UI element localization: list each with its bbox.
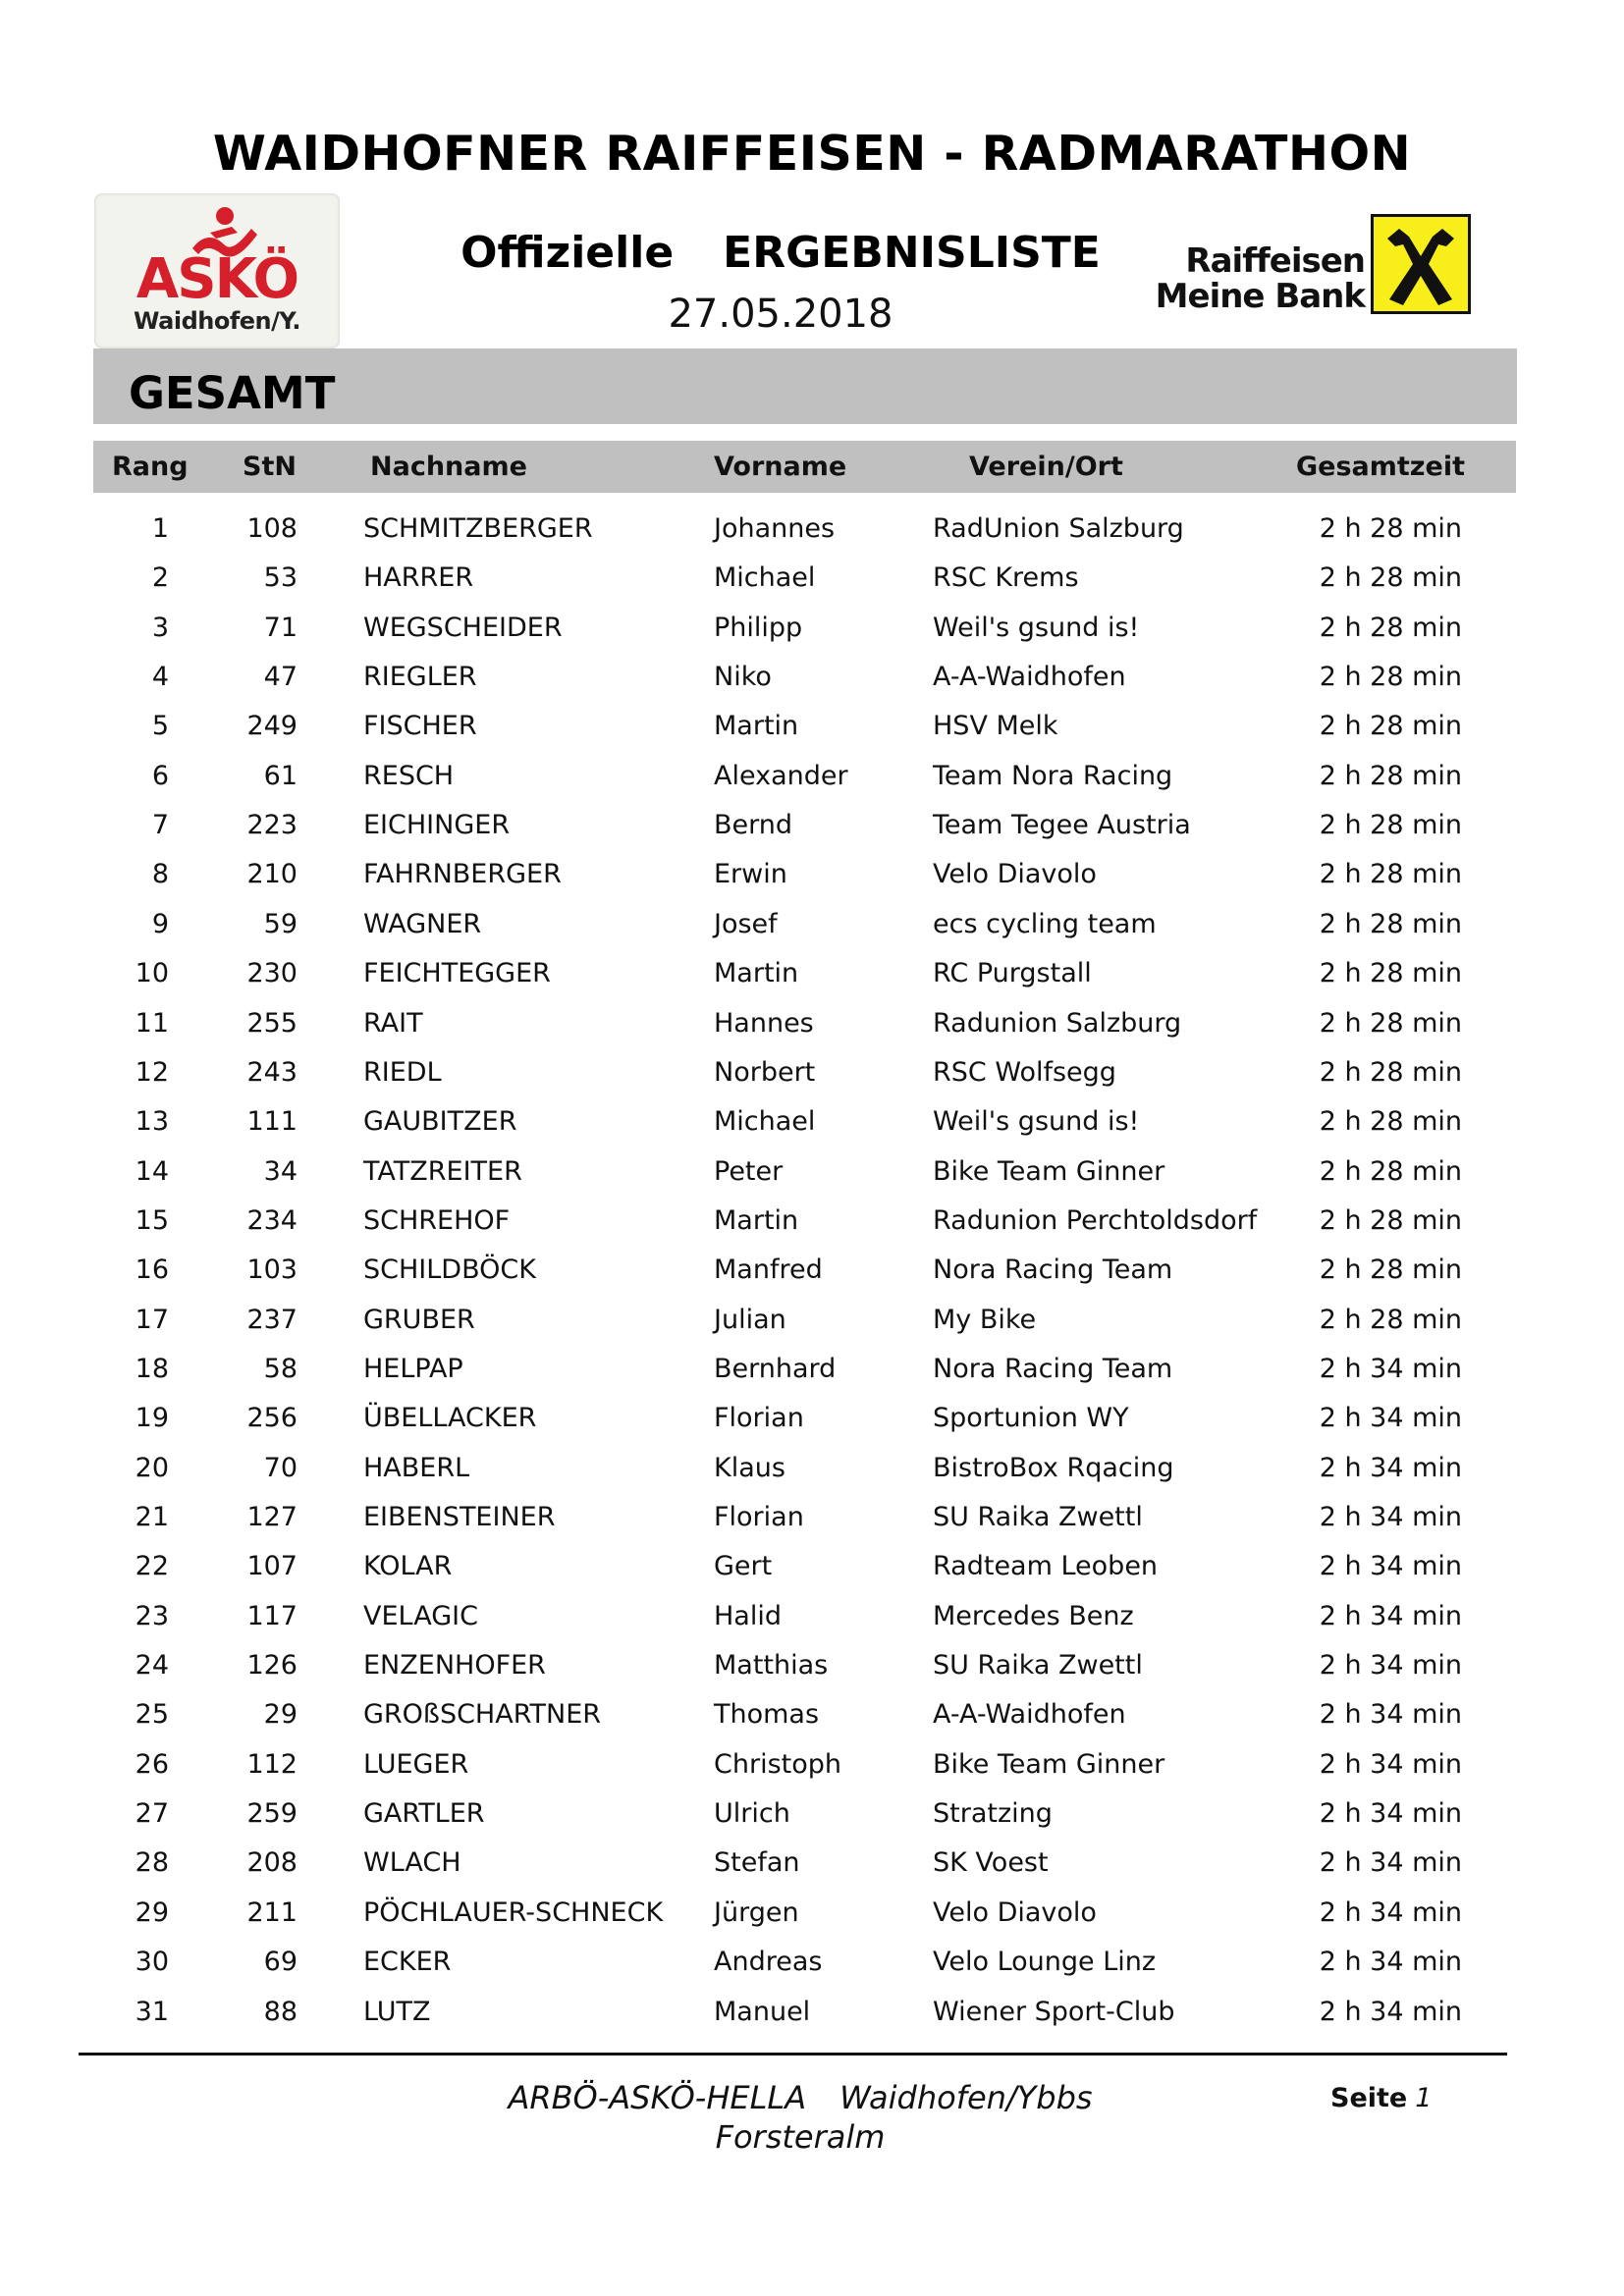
cell-vorname: Klaus — [714, 1452, 785, 1483]
table-row — [0, 1846, 1624, 1896]
cell-vorname: Gert — [714, 1551, 773, 1582]
cell-gesamtzeit: 2 h 34 min — [1319, 1502, 1462, 1532]
cell-stn: 249 — [246, 711, 298, 742]
cell-nachname: KOLAR — [363, 1551, 453, 1582]
column-header-rang: Rang — [112, 452, 189, 482]
page-label: Seite — [1330, 2083, 1408, 2113]
cell-stn: 53 — [263, 562, 298, 594]
cell-vorname: Halid — [714, 1600, 782, 1631]
cell-vorname: Josef — [714, 908, 778, 939]
cell-rang: 29 — [135, 1896, 169, 1928]
table-row — [0, 1550, 1624, 1599]
cell-vorname: Thomas — [714, 1699, 820, 1731]
cell-verein: Radteam Leoben — [933, 1551, 1159, 1582]
table-row — [0, 760, 1624, 809]
table-row — [0, 1007, 1624, 1056]
cell-verein: ecs cycling team — [933, 908, 1157, 939]
cell-vorname: Florian — [714, 1502, 804, 1532]
table-row — [0, 561, 1624, 611]
cell-vorname: Christoph — [714, 1748, 841, 1780]
cell-stn: 126 — [246, 1650, 298, 1682]
cell-stn: 88 — [263, 1996, 298, 2027]
cell-verein: HSV Melk — [933, 711, 1058, 742]
cell-nachname: TATZREITER — [363, 1155, 522, 1187]
page-number-value: 1 — [1415, 2083, 1433, 2113]
cell-vorname: Martin — [714, 711, 799, 742]
cell-stn: 237 — [246, 1304, 298, 1335]
cell-vorname: Erwin — [714, 859, 787, 890]
cell-vorname: Philipp — [714, 612, 803, 643]
cell-stn: 210 — [246, 859, 298, 890]
cell-rang: 12 — [135, 1056, 169, 1088]
cell-stn: 211 — [246, 1896, 298, 1928]
cell-rang: 27 — [135, 1798, 169, 1830]
table-row — [0, 1105, 1624, 1154]
cell-rang: 3 — [151, 612, 169, 643]
cell-verein: Stratzing — [933, 1798, 1053, 1830]
cell-gesamtzeit: 2 h 34 min — [1319, 1452, 1462, 1483]
cell-rang: 2 — [151, 562, 169, 594]
cell-verein: RadUnion Salzburg — [933, 513, 1184, 544]
cell-rang: 7 — [151, 810, 169, 841]
asko-logo-name: ASKÖ — [135, 247, 298, 311]
cell-verein: SU Raika Zwettl — [933, 1650, 1143, 1682]
cell-verein: Radunion Salzburg — [933, 1007, 1182, 1039]
cell-gesamtzeit: 2 h 28 min — [1319, 810, 1462, 841]
footer-divider — [79, 2053, 1507, 2056]
cell-vorname: Johannes — [714, 513, 836, 544]
cell-vorname: Julian — [714, 1304, 786, 1335]
cell-rang: 8 — [151, 859, 169, 890]
cell-nachname: RIEDL — [363, 1056, 442, 1088]
cell-stn: 107 — [246, 1551, 298, 1582]
table-row — [0, 1254, 1624, 1303]
cell-gesamtzeit: 2 h 28 min — [1319, 562, 1462, 594]
raiffeisen-logo-line1: Raiffeisen — [1185, 241, 1365, 281]
cell-stn: 230 — [246, 958, 298, 989]
cell-rang: 5 — [151, 711, 169, 742]
table-row — [0, 612, 1624, 661]
page-number — [1330, 2083, 1432, 2113]
cell-gesamtzeit: 2 h 28 min — [1319, 1056, 1462, 1088]
cell-nachname: FEICHTEGGER — [363, 958, 551, 989]
cell-vorname: Bernd — [714, 810, 793, 841]
cell-verein: SK Voest — [933, 1847, 1049, 1879]
cell-stn: 223 — [246, 810, 298, 841]
cell-nachname: HELPAP — [363, 1353, 463, 1384]
cell-verein: Bike Team Ginner — [933, 1155, 1165, 1187]
column-header-gesamtzeit: Gesamtzeit — [1296, 452, 1465, 482]
table-row — [0, 1698, 1624, 1747]
cell-rang: 19 — [135, 1403, 169, 1434]
cell-stn: 58 — [263, 1353, 298, 1384]
cell-nachname: ECKER — [363, 1947, 452, 1978]
cell-gesamtzeit: 2 h 34 min — [1319, 1847, 1462, 1879]
footer-venue: Forsteralm — [715, 2118, 886, 2156]
cell-rang: 1 — [151, 513, 169, 544]
cell-verein: Bike Team Ginner — [933, 1748, 1165, 1780]
cell-gesamtzeit: 2 h 28 min — [1319, 908, 1462, 939]
cell-stn: 117 — [246, 1600, 298, 1631]
cell-gesamtzeit: 2 h 28 min — [1319, 760, 1462, 791]
column-header-vorname: Vorname — [714, 452, 847, 482]
cell-vorname: Hannes — [714, 1007, 814, 1039]
cell-stn: 108 — [246, 513, 298, 544]
cell-stn: 111 — [246, 1106, 298, 1138]
cell-vorname: Michael — [714, 1106, 816, 1138]
table-row — [0, 1600, 1624, 1649]
cell-nachname: WAGNER — [363, 908, 482, 939]
cell-verein: Velo Diavolo — [933, 859, 1097, 890]
cell-vorname: Stefan — [714, 1847, 800, 1879]
cell-verein: My Bike — [933, 1304, 1037, 1335]
cell-verein: Mercedes Benz — [933, 1600, 1134, 1631]
cell-verein: Velo Diavolo — [933, 1896, 1097, 1928]
cell-nachname: FISCHER — [363, 711, 477, 742]
table-row — [0, 512, 1624, 561]
cell-stn: 71 — [263, 612, 298, 643]
cell-stn: 69 — [263, 1947, 298, 1978]
cell-nachname: FAHRNBERGER — [363, 859, 562, 890]
cell-vorname: Manuel — [714, 1996, 811, 2027]
cell-vorname: Michael — [714, 562, 816, 594]
cell-nachname: LUTZ — [363, 1996, 431, 2027]
subtitle-official: Offizielle — [460, 228, 675, 278]
table-row — [0, 1204, 1624, 1254]
cell-rang: 4 — [151, 662, 169, 693]
cell-verein: RC Purgstall — [933, 958, 1092, 989]
cell-vorname: Bernhard — [714, 1353, 837, 1384]
cell-vorname: Florian — [714, 1403, 804, 1434]
cell-vorname: Peter — [714, 1155, 784, 1187]
table-row — [0, 1797, 1624, 1846]
cell-gesamtzeit: 2 h 28 min — [1319, 1204, 1462, 1236]
cell-nachname: ENZENHOFER — [363, 1650, 546, 1682]
cell-nachname: WEGSCHEIDER — [363, 612, 563, 643]
cell-nachname: GARTLER — [363, 1798, 485, 1830]
cell-stn: 255 — [246, 1007, 298, 1039]
cell-verein: SU Raika Zwettl — [933, 1502, 1143, 1532]
cell-rang: 30 — [135, 1947, 169, 1978]
cell-gesamtzeit: 2 h 28 min — [1319, 612, 1462, 643]
cell-verein: Nora Racing Team — [933, 1255, 1173, 1286]
cell-verein: A-A-Waidhofen — [933, 1699, 1126, 1731]
cell-rang: 28 — [135, 1847, 169, 1879]
cell-vorname: Niko — [714, 662, 772, 693]
cell-nachname: PÖCHLAUER-SCHNECK — [363, 1896, 664, 1928]
cell-verein: Weil's gsund is! — [933, 612, 1140, 643]
cell-vorname: Martin — [714, 958, 799, 989]
cell-gesamtzeit: 2 h 28 min — [1319, 1106, 1462, 1138]
cell-rang: 11 — [135, 1007, 169, 1039]
table-row — [0, 1946, 1624, 1995]
table-row — [0, 661, 1624, 710]
cell-verein: Radunion Perchtoldsdorf — [933, 1204, 1258, 1236]
cell-rang: 15 — [135, 1204, 169, 1236]
table-row — [0, 1501, 1624, 1550]
cell-nachname: SCHREHOF — [363, 1204, 511, 1236]
cell-stn: 59 — [263, 908, 298, 939]
subtitle — [432, 228, 1129, 278]
table-row — [0, 1353, 1624, 1402]
cell-gesamtzeit: 2 h 34 min — [1319, 1600, 1462, 1631]
cell-nachname: SCHILDBÖCK — [363, 1255, 536, 1286]
cell-stn: 243 — [246, 1056, 298, 1088]
cell-verein: Sportunion WY — [933, 1403, 1129, 1434]
cell-vorname: Alexander — [714, 760, 848, 791]
cell-rang: 26 — [135, 1748, 169, 1780]
cell-stn: 34 — [263, 1155, 298, 1187]
cell-gesamtzeit: 2 h 28 min — [1319, 1304, 1462, 1335]
cell-nachname: RIEGLER — [363, 662, 477, 693]
cell-stn: 29 — [263, 1699, 298, 1731]
table-row — [0, 908, 1624, 957]
cell-vorname: Martin — [714, 1204, 799, 1236]
column-header-nachname: Nachname — [370, 452, 527, 482]
cell-rang: 21 — [135, 1502, 169, 1532]
cell-stn: 70 — [263, 1452, 298, 1483]
cell-gesamtzeit: 2 h 34 min — [1319, 1996, 1462, 2027]
cell-stn: 61 — [263, 760, 298, 791]
cell-gesamtzeit: 2 h 34 min — [1319, 1798, 1462, 1830]
asko-logo-town: Waidhofen/Y. — [134, 307, 300, 335]
cell-verein: Team Nora Racing — [933, 760, 1173, 791]
raiffeisen-logo-line2: Meine Bank — [1155, 277, 1365, 316]
cell-rang: 24 — [135, 1650, 169, 1682]
table-row — [0, 1402, 1624, 1451]
cell-nachname: RESCH — [363, 760, 455, 791]
cell-rang: 25 — [135, 1699, 169, 1731]
footer-org-name: ARBÖ-ASKÖ-HELLA — [508, 2079, 807, 2116]
cell-rang: 31 — [135, 1996, 169, 2027]
cell-nachname: ÜBELLACKER — [363, 1403, 537, 1434]
footer-organizer — [422, 2079, 1178, 2116]
cell-gesamtzeit: 2 h 28 min — [1319, 711, 1462, 742]
column-header-verein: Verein/Ort — [969, 452, 1123, 482]
cell-rang: 9 — [151, 908, 169, 939]
subtitle-results-list: ERGEBNISLISTE — [723, 228, 1101, 278]
asko-logo — [94, 193, 340, 348]
cell-stn: 112 — [246, 1748, 298, 1780]
cell-verein: Wiener Sport-Club — [933, 1996, 1175, 2027]
table-row — [0, 1056, 1624, 1105]
cell-rang: 22 — [135, 1551, 169, 1582]
cell-nachname: HABERL — [363, 1452, 470, 1483]
raiffeisen-gable-icon — [1371, 214, 1471, 314]
cell-verein: Weil's gsund is! — [933, 1106, 1140, 1138]
column-header-stn: StN — [243, 452, 297, 482]
cell-verein: RSC Wolfsegg — [933, 1056, 1116, 1088]
cell-rang: 10 — [135, 958, 169, 989]
table-row — [0, 1649, 1624, 1698]
footer-org-town: Waidhofen/Ybbs — [839, 2079, 1093, 2116]
cell-rang: 17 — [135, 1304, 169, 1335]
table-row — [0, 710, 1624, 759]
cell-rang: 18 — [135, 1353, 169, 1384]
cell-gesamtzeit: 2 h 34 min — [1319, 1896, 1462, 1928]
cell-verein: RSC Krems — [933, 562, 1079, 594]
cell-stn: 127 — [246, 1502, 298, 1532]
cell-stn: 208 — [246, 1847, 298, 1879]
cell-vorname: Ulrich — [714, 1798, 790, 1830]
cell-vorname: Matthias — [714, 1650, 829, 1682]
table-row — [0, 1996, 1624, 2045]
cell-vorname: Manfred — [714, 1255, 823, 1286]
cell-nachname: VELAGIC — [363, 1600, 478, 1631]
event-date: 27.05.2018 — [668, 292, 893, 337]
table-row — [0, 1748, 1624, 1797]
table-row — [0, 1304, 1624, 1353]
table-row — [0, 1452, 1624, 1501]
cell-stn: 256 — [246, 1403, 298, 1434]
cell-vorname: Jürgen — [714, 1896, 799, 1928]
cell-stn: 259 — [246, 1798, 298, 1830]
cell-gesamtzeit: 2 h 28 min — [1319, 859, 1462, 890]
cell-nachname: SCHMITZBERGER — [363, 513, 593, 544]
cell-nachname: EICHINGER — [363, 810, 511, 841]
cell-gesamtzeit: 2 h 34 min — [1319, 1699, 1462, 1731]
cell-gesamtzeit: 2 h 28 min — [1319, 1007, 1462, 1039]
table-row — [0, 957, 1624, 1006]
cell-nachname: RAIT — [363, 1007, 423, 1039]
cell-verein: A-A-Waidhofen — [933, 662, 1126, 693]
cell-gesamtzeit: 2 h 28 min — [1319, 513, 1462, 544]
cell-rang: 23 — [135, 1600, 169, 1631]
cell-verein: Team Tegee Austria — [933, 810, 1191, 841]
cell-rang: 16 — [135, 1255, 169, 1286]
cell-gesamtzeit: 2 h 28 min — [1319, 662, 1462, 693]
page-title: WAIDHOFNER RAIFFEISEN - RADMARATHON — [212, 126, 1412, 182]
cell-nachname: GROßSCHARTNER — [363, 1699, 602, 1731]
cell-gesamtzeit: 2 h 34 min — [1319, 1650, 1462, 1682]
cell-verein: BistroBox Rqacing — [933, 1452, 1174, 1483]
cell-vorname: Andreas — [714, 1947, 823, 1978]
raiffeisen-logo-text — [1156, 243, 1365, 314]
cell-gesamtzeit: 2 h 28 min — [1319, 1155, 1462, 1187]
table-row — [0, 1896, 1624, 1946]
cell-gesamtzeit: 2 h 34 min — [1319, 1353, 1462, 1384]
cell-gesamtzeit: 2 h 34 min — [1319, 1748, 1462, 1780]
cell-gesamtzeit: 2 h 34 min — [1319, 1403, 1462, 1434]
cell-nachname: WLACH — [363, 1847, 461, 1879]
cell-rang: 14 — [135, 1155, 169, 1187]
section-title: GESAMT — [129, 367, 336, 419]
cell-gesamtzeit: 2 h 28 min — [1319, 1255, 1462, 1286]
table-row — [0, 1155, 1624, 1204]
cell-nachname: EIBENSTEINER — [363, 1502, 556, 1532]
cell-verein: Nora Racing Team — [933, 1353, 1173, 1384]
cell-vorname: Norbert — [714, 1056, 816, 1088]
raiffeisen-logo — [1129, 206, 1492, 324]
cell-stn: 103 — [246, 1255, 298, 1286]
cell-gesamtzeit: 2 h 28 min — [1319, 958, 1462, 989]
table-row — [0, 858, 1624, 907]
table-row — [0, 809, 1624, 858]
cell-nachname: GAUBITZER — [363, 1106, 517, 1138]
cell-rang: 6 — [151, 760, 169, 791]
cell-nachname: GRUBER — [363, 1304, 475, 1335]
cell-gesamtzeit: 2 h 34 min — [1319, 1551, 1462, 1582]
cell-nachname: HARRER — [363, 562, 474, 594]
cell-rang: 20 — [135, 1452, 169, 1483]
cell-gesamtzeit: 2 h 34 min — [1319, 1947, 1462, 1978]
cell-verein: Velo Lounge Linz — [933, 1947, 1157, 1978]
cell-stn: 47 — [263, 662, 298, 693]
cell-stn: 234 — [246, 1204, 298, 1236]
cell-rang: 13 — [135, 1106, 169, 1138]
cell-nachname: LUEGER — [363, 1748, 469, 1780]
